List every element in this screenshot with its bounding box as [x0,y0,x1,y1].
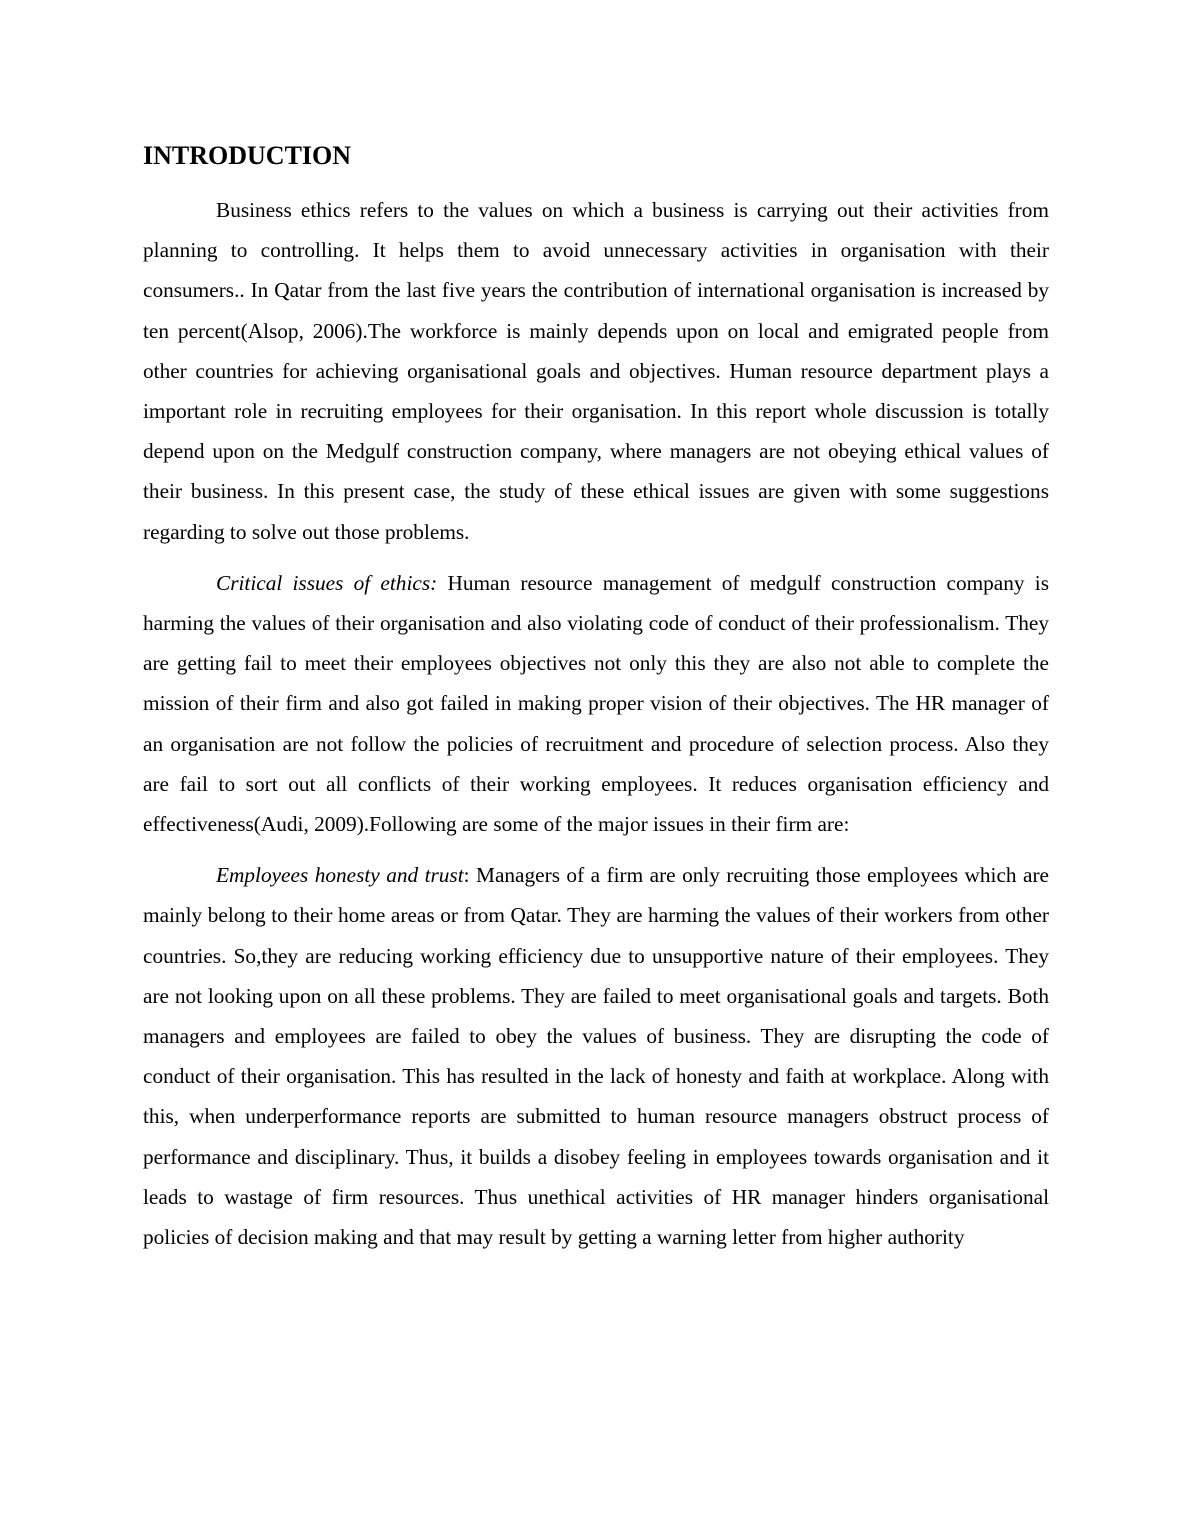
paragraph-intro [143,190,1049,552]
paragraph-lead: Critical issues of ethics: [216,570,438,595]
paragraph-text: Human resource management of medgulf construction company is harming the values of their organisation and also violating code of conduct of their professionalism. They are getting fail to meet their employees objectives not only this they are also not able to complete the mission of their firm and also got failed in making proper vision of their objectives. The HR manager of an organisation are not follow the policies of recruitment and procedure of selection process. Also they are fail to sort out all conflicts of their working employees. It reduces organisation efficiency and effectiveness(Audi, 2009).Following are some of the major issues in their firm are: [143,570,1049,837]
paragraph-lead: Employees honesty and trust [216,863,464,888]
document-page [143,138,1049,1268]
paragraph-critical-issues [143,563,1049,844]
section-heading: INTRODUCTION [143,141,352,170]
paragraph-text: Business ethics refers to the values on which a business is carrying out their activities from planning to controlling. It helps them to avoid unnecessary activities in organisation with their consumers.. In Qatar from the last five years the contribution of international organisation is increased by ten percent(Alsop, 2006).The workforce is mainly depends upon on local and emigrated people from other countries for achieving organisational goals and objectives. Human resource department plays a important role in recruiting employees for their organisation. In this report whole discussion is totally depend upon on the Medgulf construction company, where managers are not obeying ethical values of their business. In this present case, the study of these ethical issues are given with some suggestions regarding to solve out those problems. [143,198,1049,544]
paragraph-honesty-trust [143,855,1049,1257]
paragraph-text: : Managers of a firm are only recruiting those employees which are mainly belong to their home areas or from Qatar. They are harming the values of their workers from other countries. So,they are reducing working efficiency due to unsupportive nature of their employees. They are not looking upon on all these problems. They are failed to meet organisational goals and targets. Both managers and employees are failed to obey the values of business. They are disrupting the code of conduct of their organisation. This has resulted in the lack of honesty and faith at workplace. Along with this, when underperformance reports are submitted to human resource managers obstruct process of performance and disciplinary. Thus, it builds a disobey feeling in employees towards organisation and it leads to wastage of firm resources. Thus unethical activities of HR manager hinders organisational policies of decision making and that may result by getting a warning letter from higher authority [143,863,1050,1250]
